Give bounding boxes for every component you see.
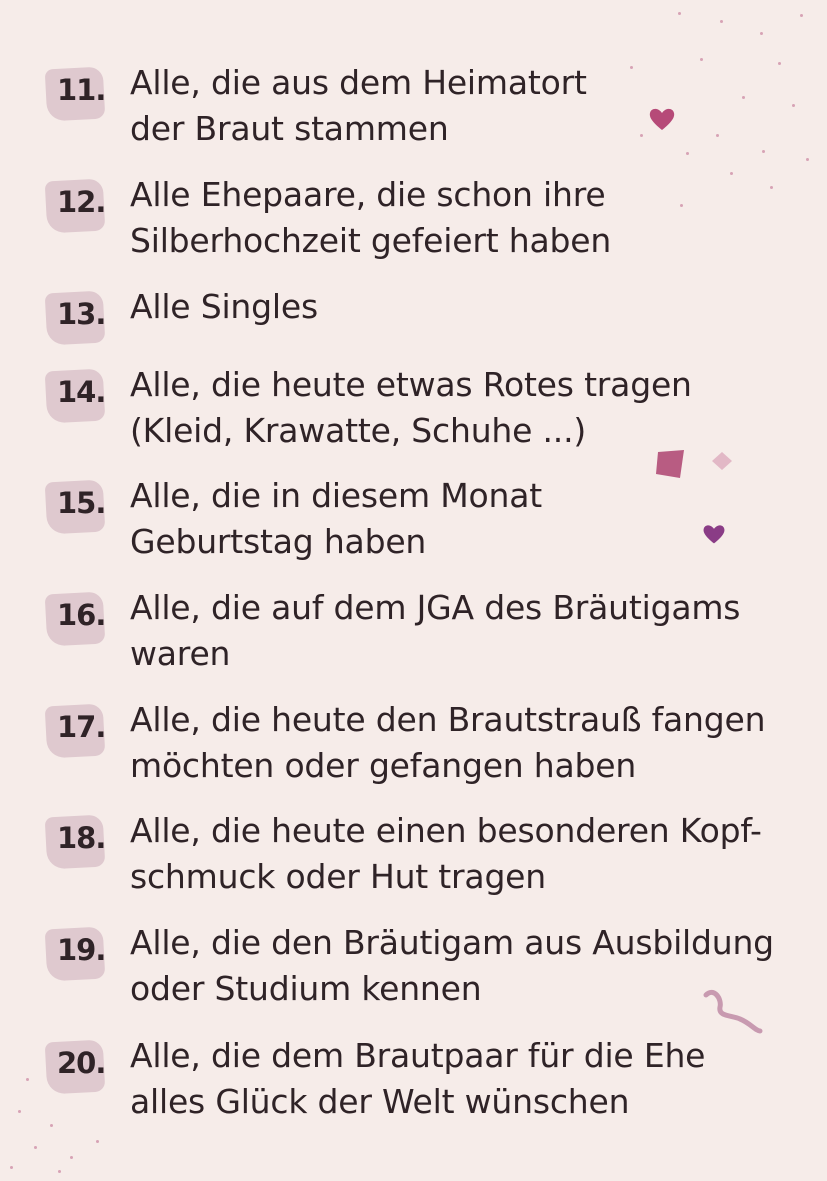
item-line: schmuck oder Hut tragen: [130, 857, 547, 896]
item-line: Alle Ehepaare, die schon ihre: [130, 175, 606, 214]
item-text: [130, 172, 780, 264]
confetti-dot: [716, 134, 719, 137]
item-line: Alle, die aus dem Heimatort: [130, 63, 587, 102]
confetti-dot: [700, 58, 703, 61]
item-text: [130, 920, 780, 1012]
item-number: 18.: [57, 821, 106, 855]
number-badge: [46, 370, 104, 422]
item-number: 15.: [57, 486, 106, 520]
item-line: Alle, die in diesem Monat: [130, 476, 542, 515]
confetti-dot: [730, 172, 733, 175]
heart-icon: [702, 522, 726, 546]
confetti-dot: [50, 1124, 53, 1127]
item-text: [130, 60, 780, 152]
heart-icon: [648, 106, 676, 132]
item-line: Silberhochzeit gefeiert haben: [130, 221, 612, 260]
item-line: waren: [130, 634, 231, 673]
number-badge: [46, 593, 104, 645]
number-badge: [46, 816, 104, 868]
item-line: Geburtstag haben: [130, 522, 427, 561]
item-number: 11.: [57, 73, 106, 107]
item-line: Alle, die auf dem JGA des Bräutigams: [130, 588, 741, 627]
item-text: [130, 284, 780, 330]
confetti-dot: [720, 20, 723, 23]
item-line: der Braut stammen: [130, 109, 449, 148]
item-line: Alle, die heute den Brautstrauß fangen: [130, 700, 766, 739]
confetti-dot: [686, 152, 689, 155]
confetti-icon: [654, 446, 690, 482]
item-text: [130, 697, 780, 789]
item-text: [130, 585, 780, 677]
item-number: 20.: [57, 1046, 106, 1080]
confetti-dot: [770, 186, 773, 189]
confetti-dot: [58, 1170, 61, 1173]
item-number: 17.: [57, 710, 106, 744]
item-line: Alle, die heute etwas Rotes tragen: [130, 365, 692, 404]
item-text: [130, 1033, 780, 1125]
confetti-dot: [680, 204, 683, 207]
item-text: [130, 808, 780, 900]
confetti-dot: [800, 14, 803, 17]
number-badge: [46, 68, 104, 120]
item-number: 16.: [57, 598, 106, 632]
item-line: Alle, die den Bräutigam aus Ausbildung: [130, 923, 774, 962]
confetti-dot: [70, 1156, 73, 1159]
confetti-dot: [760, 32, 763, 35]
number-badge: [46, 481, 104, 533]
confetti-dot: [10, 1166, 13, 1169]
item-text: [130, 473, 780, 565]
confetti-dot: [742, 96, 745, 99]
confetti-dot: [792, 104, 795, 107]
confetti-dot: [34, 1146, 37, 1149]
number-badge: [46, 292, 104, 344]
confetti-dot: [762, 150, 765, 153]
item-line: möchten oder gefangen haben: [130, 746, 637, 785]
streamer-icon: [700, 985, 766, 1037]
item-number: 13.: [57, 297, 106, 331]
confetti-dot: [640, 134, 643, 137]
confetti-dot: [18, 1110, 21, 1113]
confetti-dot: [778, 62, 781, 65]
confetti-dot: [26, 1078, 29, 1081]
number-badge: [46, 180, 104, 232]
item-line: Alle Singles: [130, 287, 318, 326]
item-number: 19.: [57, 933, 106, 967]
item-text: [130, 362, 780, 454]
number-badge: [46, 928, 104, 980]
confetti-dot: [806, 158, 809, 161]
item-line: (Kleid, Krawatte, Schuhe ...): [130, 411, 587, 450]
number-badge: [46, 705, 104, 757]
item-number: 12.: [57, 185, 106, 219]
confetti-icon: [710, 450, 734, 472]
confetti-dot: [630, 66, 633, 69]
number-badge: [46, 1041, 104, 1093]
item-line: Alle, die dem Brautpaar für die Ehe: [130, 1036, 706, 1075]
item-line: alles Glück der Welt wünschen: [130, 1082, 630, 1121]
item-number: 14.: [57, 375, 106, 409]
item-line: Alle, die heute einen besonderen Kopf-: [130, 811, 762, 850]
confetti-dot: [96, 1140, 99, 1143]
item-line: oder Studium kennen: [130, 969, 482, 1008]
confetti-dot: [678, 12, 681, 15]
